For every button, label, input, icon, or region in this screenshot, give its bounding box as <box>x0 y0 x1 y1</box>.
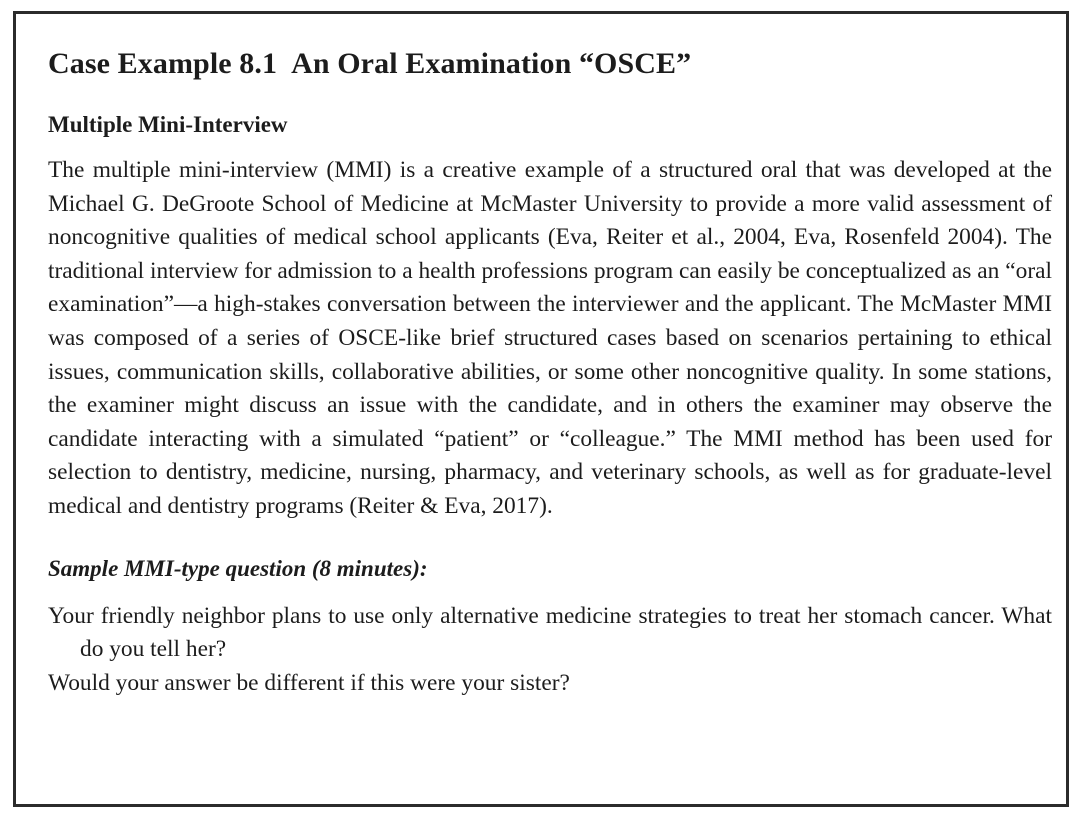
case-number: Case Example 8.1 <box>48 47 278 80</box>
section-heading: Multiple Mini-Interview <box>48 112 288 137</box>
case-title-text: An Oral Examination “OSCE” <box>291 47 692 80</box>
follow-up-question: Would your answer be different if this were your sister? <box>48 669 570 696</box>
case-example-box <box>13 11 1069 807</box>
case-content <box>48 44 1052 700</box>
sample-question: Your friendly neighbor plans to use only alternative medicine strategies to treat her stomach cancer. What do you tell her? <box>48 602 1052 663</box>
body-paragraph: The multiple mini-interview (MMI) is a creative example of a structured oral that was developed at the Michael G. DeGroote School of Medicine at McMaster University to provide a more valid assessment of noncognitive qualities of medical school applicants (Eva, Reiter et al., 2004, Eva, Rosenfeld 2004). The traditional interview for admission to a health professions program can easily be conceptualized as an “oral examination”—a high-stakes conversation between the interviewer and the applicant. The McMaster MMI was composed of a series of OSCE-like brief structured cases based on scenarios pertaining to ethical issues, communication skills, collaborative abilities, or some other noncognitive quality. In some stations, the examiner might discuss an issue with the candidate, and in others the examiner may observe the candidate interacting with a simulated “patient” or “colleague.” The MMI method has been used for selection to dentistry, medicine, nursing, pharmacy, and veterinary schools, as well as for graduate-level medical and dentistry programs (Reiter & Eva, 2017). <box>48 157 1052 519</box>
case-title <box>48 44 1052 84</box>
sample-question-heading: Sample MMI-type question (8 minutes): <box>48 555 428 581</box>
